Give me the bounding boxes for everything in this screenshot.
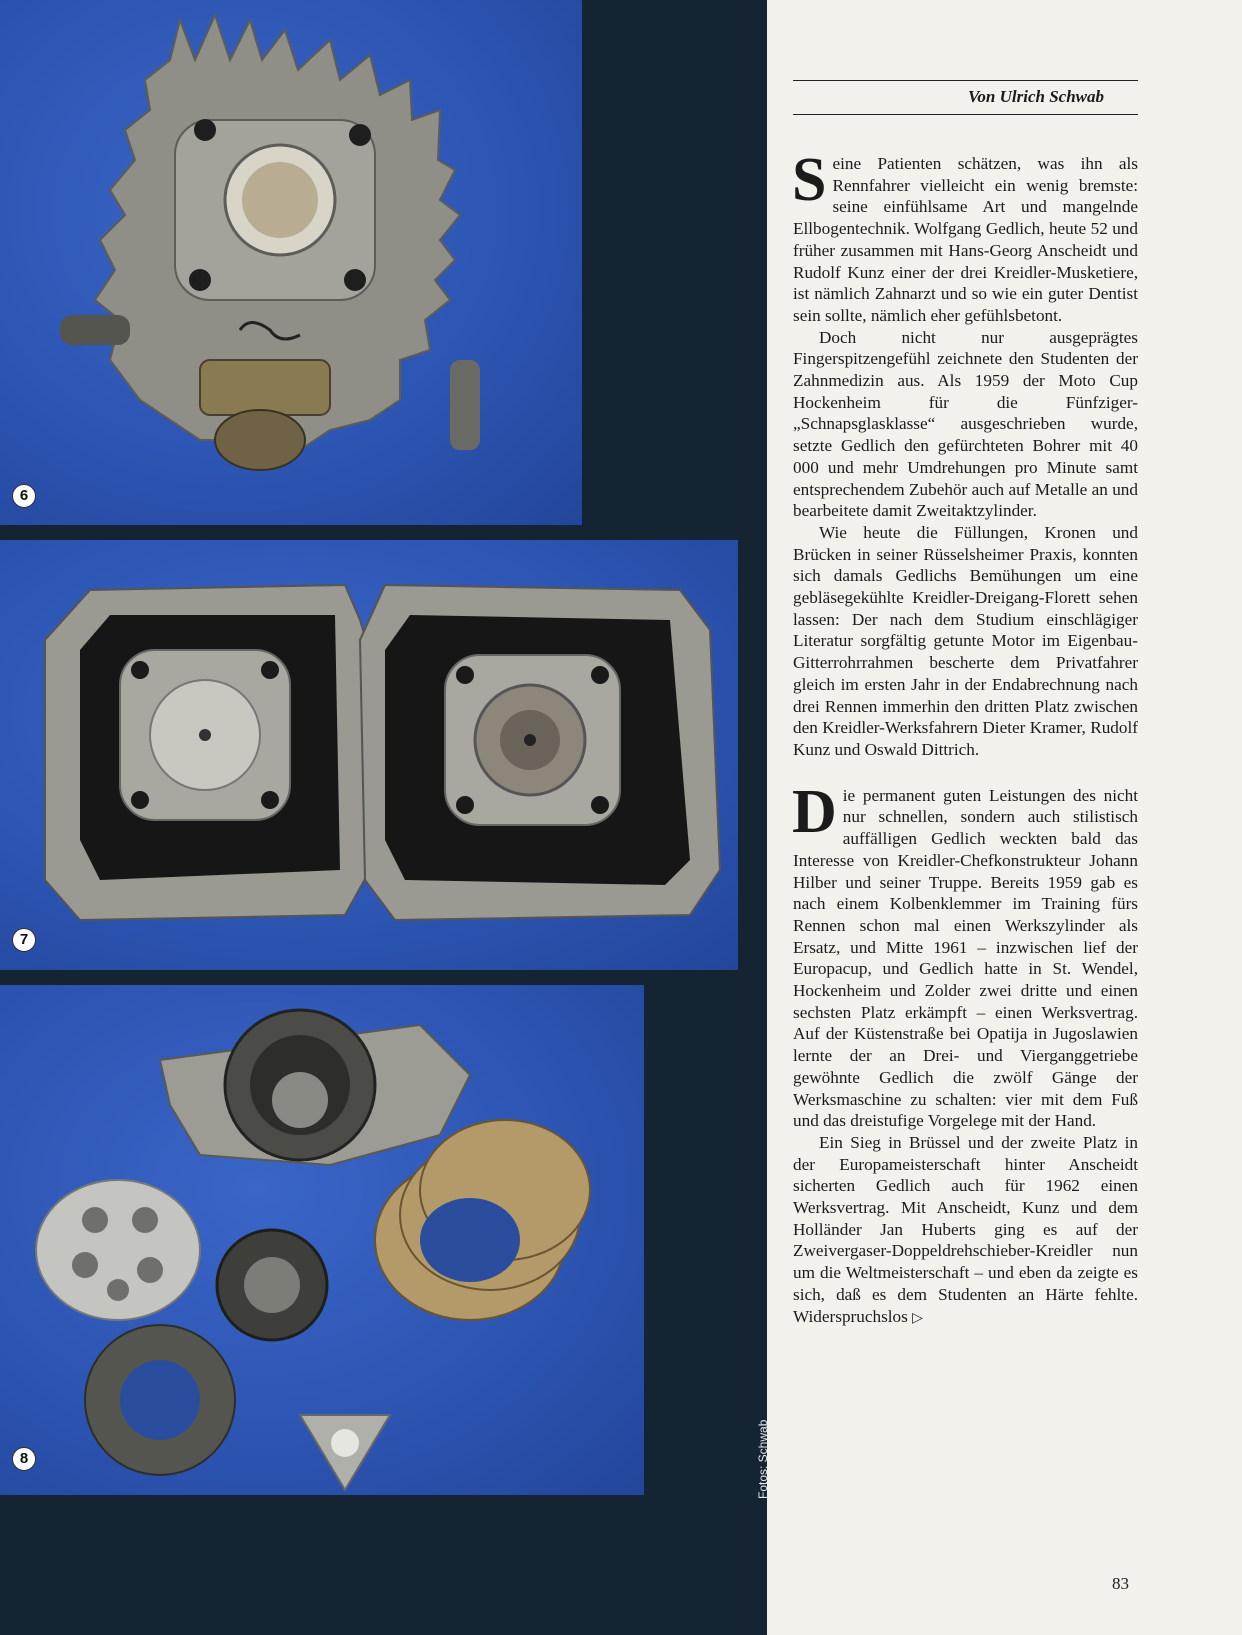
cylinder-heads-pair-icon — [0, 540, 738, 970]
article-section-2 — [792, 777, 1138, 1330]
paragraph-2: Doch nicht nur ausgeprägtes Fingerspitzengefühl zeichnete den Studenten der Zahnmedizin aus. Als 1959 der Moto Cup Hockenheim für die Fünfziger-„Schnapsglasklasse“ ausgeschrieben wurde, setzte Gedlich den gefürchteten Bohrer mit 40 000 und mehr Umdrehungen pro Minute samt entsprechendem Zubehör auch auf Metalle an und bearbeitete damit Zweitaktzylinder. — [793, 327, 1138, 521]
photo-6 — [0, 0, 582, 525]
article-section-1 — [792, 146, 1138, 761]
continue-arrow-icon: ▷ — [912, 1309, 923, 1326]
cylinder-head-icon — [0, 0, 582, 525]
clutch-parts-icon — [0, 985, 644, 1495]
byline-text: Von Ulrich Schwab — [967, 87, 1104, 106]
photo-7 — [0, 540, 738, 970]
byline — [793, 80, 1138, 115]
photo-8 — [0, 985, 644, 1495]
dropcap-d: D — [792, 777, 837, 846]
paragraph-3: Wie heute die Füllungen, Kronen und Brücken in seiner Rüsselsheimer Praxis, konnten sich damals Gedlichs Bemühungen um eine gebläsegekühlte Kreidler-Dreigang-Florett sehen lassen: Der nach dem Studium einschlägiger Literatur sorgfältig getunte Motor im Eigenbau-Gitterrohrrahmen bescherte dem Privatfahrer gleich im ersten Jahr in der Endabrechnung nach drei Rennen immerhin den dritten Platz zwischen den Kreidler-Werksfahrern Dieter Kramer, Rudolf Kunz und Oswald Dittrich. — [793, 522, 1138, 759]
photo-credit: Fotos: Schwab — [756, 1419, 770, 1499]
dropcap-s: S — [792, 146, 827, 214]
page-number: 83 — [1112, 1574, 1129, 1593]
paragraph-4-text: ie permanent guten Leistungen des nicht nur schnellen, sondern auch stilistisch auffälligen Gedlich weckten bald das Interesse von Kreidler-Chefkonstrukteur Johann Hilber und seiner Truppe. Bereits 1959 gab es nach einem Kolbenklemmer im Training fürs Rennen schon mal einen Werkszylinder als Ersatz, und Mitte 1961 – inzwischen lief der Europacup, und Gedlich hatte in St. Wendel, Hockenheim und Zolder zwei dritte und einen sechsten Platz erkämpft – einen Werksvertrag. Auf der Küstenstraße bei Opatija in Jugoslawien lernte der an Drei- und Vierganggetriebe gewöhnte Gedlich die zwölf Gänge der Werksmaschine zu schalten: vier mit dem Fuß und das dreistufige Vorgelege mit der Hand. — [793, 785, 1138, 1131]
photo-number-7: 7 — [12, 928, 36, 952]
paragraph-1 — [792, 146, 1138, 327]
paragraph-1-text: eine Patienten schätzen, was ihn als Rennfahrer vielleicht ein wenig bremste: seine einfühlsame Art und mangelnde Ellbogentechnik. Wolfgang Gedlich, heute 52 und früher zusammen mit Hans-Georg Anscheidt und Rudolf Kunz einer der drei Kreidler-Musketiere, ist nämlich Zahnarzt und so wie ein guter Dentist sein sollte, nämlich eher gefühlsbetont. — [793, 154, 1138, 325]
article-column — [793, 80, 1138, 1329]
paragraph-5-text: Ein Sieg in Brüssel und der zweite Platz in der Europameisterschaft hinter Anscheidt sicherten Gedlich auch für 1962 einen Werksvertrag. Mit Anscheidt, Kunz und dem Holländer Jan Huberts ging es auf der Zweivergaser-Doppeldrehschieber-Kreidler nun um die Weltmeisterschaft – und eben da zeigte es sich, daß es dem Studenten an Härte fehlte. Widerspruchslos — [793, 1132, 1138, 1326]
paragraph-5 — [793, 1132, 1138, 1329]
paragraph-4 — [792, 777, 1138, 1132]
photo-number-8: 8 — [12, 1447, 36, 1471]
photo-number-6: 6 — [12, 484, 36, 508]
